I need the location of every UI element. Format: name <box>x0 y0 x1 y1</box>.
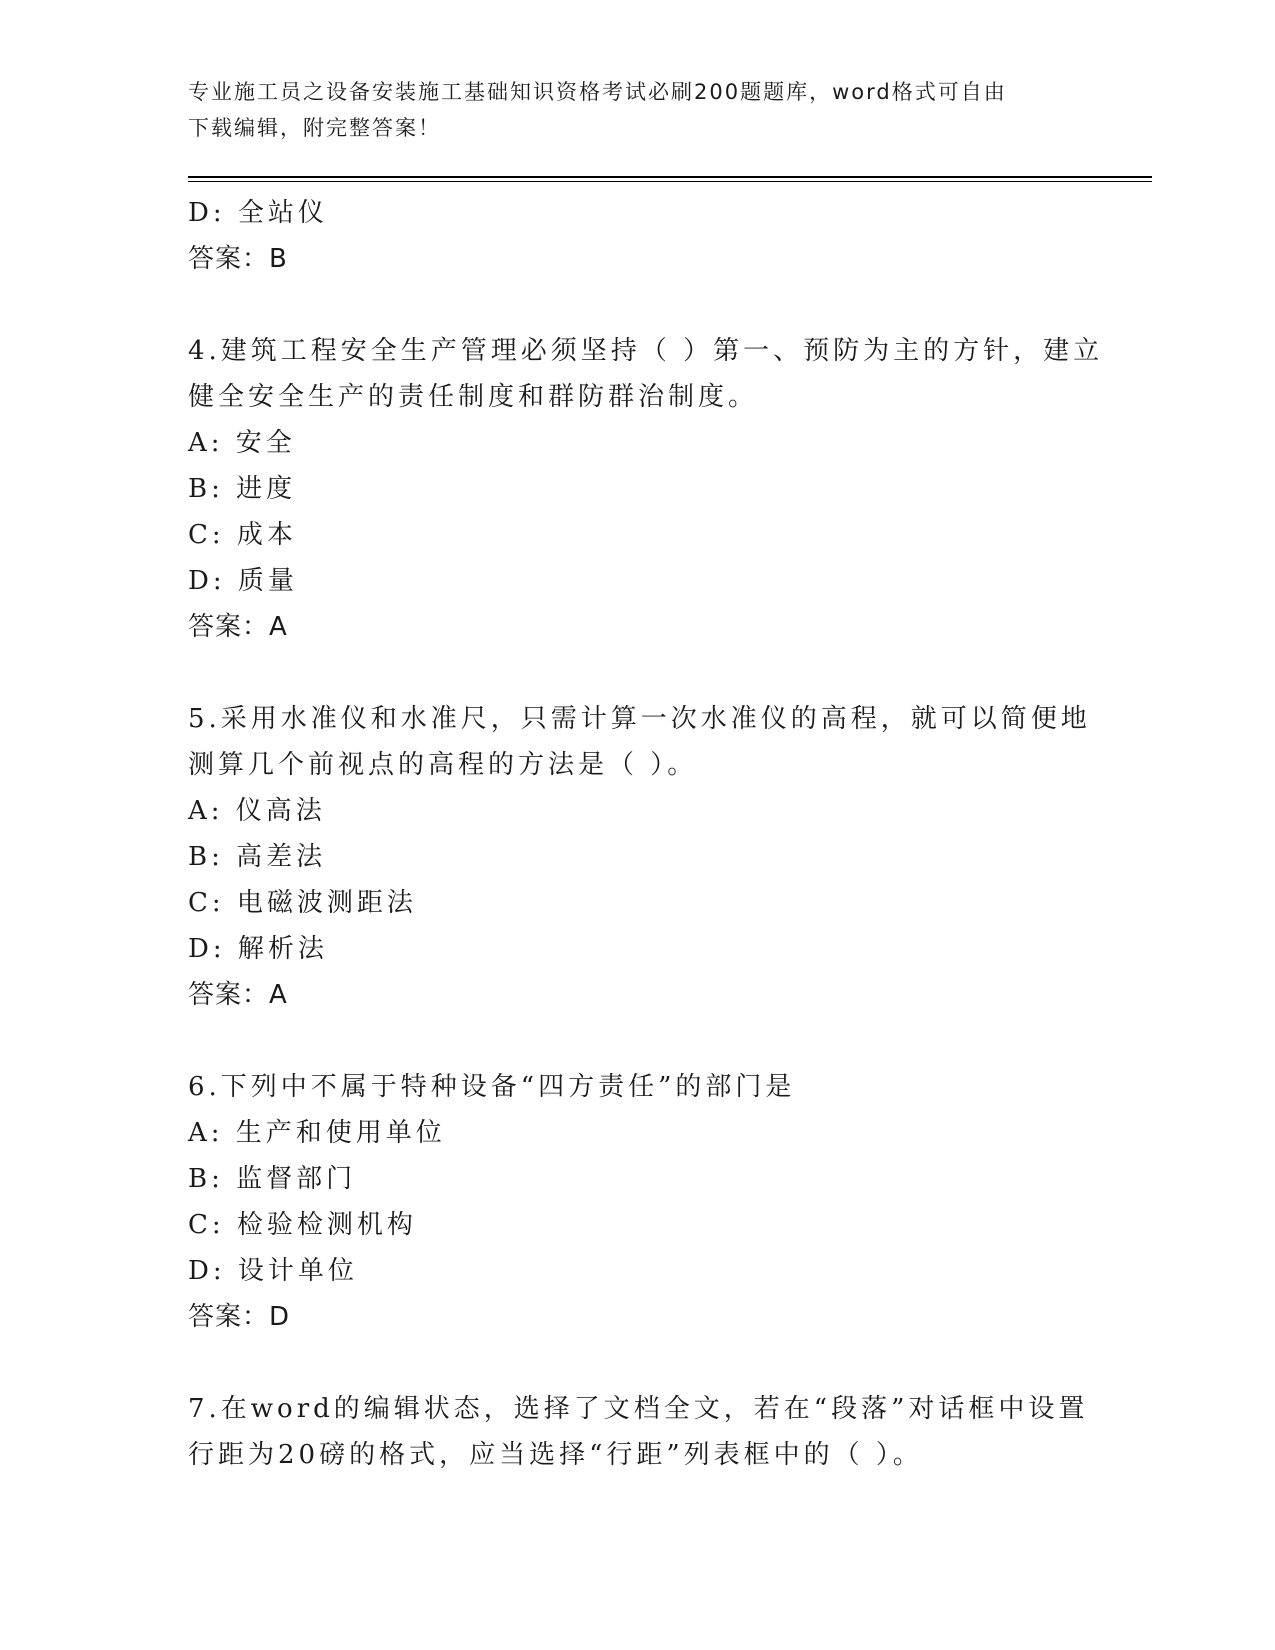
question-text-line: 测算几个前视点的高程的方法是（ ）。 <box>188 750 698 780</box>
option-b: B: 进度 <box>188 474 297 504</box>
header-line-1: 专业施工员之设备安装施工基础知识资格考试必刷200题题库，word格式可自由 <box>188 80 1007 104</box>
question-text-line: 5.采用水准仪和水准尺，只需计算一次水准仪的高程，就可以简便地 <box>188 704 1091 734</box>
question-6 <box>188 1064 1088 1340</box>
document-header <box>188 74 1068 146</box>
question-5 <box>188 696 1091 1018</box>
option-c: C: 检验检测机构 <box>188 1210 417 1240</box>
answer: 答案：A <box>188 980 288 1010</box>
option-b: B: 监督部门 <box>188 1164 357 1194</box>
option-a: A: 生产和使用单位 <box>188 1118 446 1148</box>
option-c: C: 成本 <box>188 520 297 550</box>
option-d: D: 质量 <box>188 566 298 596</box>
question-text-line: 6.下列中不属于特种设备“四方责任”的部门是 <box>188 1072 796 1102</box>
spacer <box>188 1340 1088 1386</box>
question-text-line: 行距为20磅的格式，应当选择“行距”列表框中的（ ）。 <box>188 1440 923 1470</box>
option-d: D: 设计单位 <box>188 1256 358 1286</box>
question-text-line: 4.建筑工程安全生产管理必须坚持（ ）第一、预防为主的方针，建立 <box>188 336 1104 366</box>
option-d: D: 全站仪 <box>188 198 328 228</box>
option-d: D: 解析法 <box>188 934 328 964</box>
option-a: A: 仪高法 <box>188 796 326 826</box>
question-text-line: 健全安全生产的责任制度和群防群治制度。 <box>188 382 759 412</box>
header-divider-thin <box>188 181 1152 182</box>
option-c: C: 电磁波测距法 <box>188 888 417 918</box>
question-7 <box>188 1386 1088 1478</box>
question-4 <box>188 328 1104 650</box>
question-text-line: 7.在word的编辑状态，选择了文档全文，若在“段落”对话框中设置 <box>188 1394 1089 1424</box>
option-a: A: 安全 <box>188 428 296 458</box>
question-3-continued <box>188 190 1088 282</box>
answer: 答案：D <box>188 1302 291 1332</box>
header-line-2: 下载编辑，附完整答案！ <box>188 116 441 140</box>
answer: 答案：B <box>188 244 288 274</box>
header-divider-thick <box>188 176 1152 178</box>
option-b: B: 高差法 <box>188 842 327 872</box>
spacer <box>188 282 1088 328</box>
spacer <box>188 650 1088 696</box>
answer: 答案：A <box>188 612 288 642</box>
document-body <box>188 190 1104 1478</box>
spacer <box>188 1018 1088 1064</box>
